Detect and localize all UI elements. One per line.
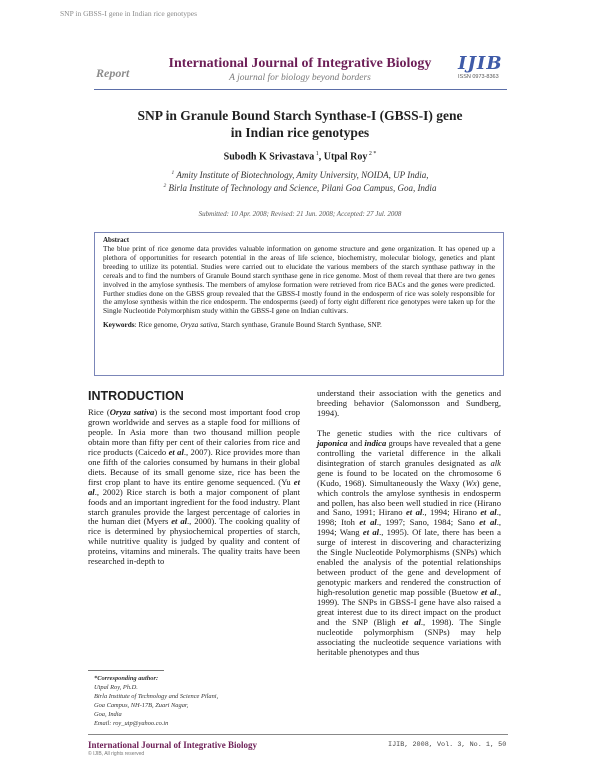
intro-paragraph-1: Rice (Oryza sativa) is the second most important food crop grown worldwide and serves as a staple food for millions of people. In Asia more than two thousand million people obtain more than fifty per cent of their calories from rice and rice products (Caicedo et al., 2007). Rice provides more than one fifth of the calories consumed by humans in their global diets. Because of its small genome size, rice has been the first crop plant to have its entire genome sequenced. (Yu et al., 2002) Rice starch is both a major component of plant foods and an important ingredient for the food industry. Plant starch granules provide the largest percentage of calories in the human diet (Myers et al., 2000). The cooking quality of rice is determined by physiochemical properties of starch, while nutritive quality is judged by quality and content of proteins, vitamins and minerals. The quality traits have been researched in-depth to [88, 407, 300, 567]
journal-logo: IJIB [458, 53, 503, 74]
footer-copyright: © IJIB, All rights reserved [88, 751, 145, 757]
affiliation-2-text: Birla Institute of Technology and Science, Pilani Goa Campus, Goa, India [166, 183, 437, 193]
keywords-part-a: : Rice genome, [134, 320, 181, 330]
author-separator: , [318, 151, 324, 163]
affiliation-2 [0, 183, 600, 193]
footnote-line: Goa Campus, NH-17B, Zuari Nagar, [94, 702, 189, 709]
footer-journal-name: International Journal of Integrative Biology [88, 740, 257, 750]
abstract-box [94, 232, 504, 376]
author-list [0, 151, 600, 162]
submission-dates: Submitted: 10 Apr. 2008; Revised: 21 Jun. 2008; Accepted: 27 Jul. 2008 [198, 210, 402, 218]
footer-citation: IJIB, 2008, Vol. 3, No. 1, 50 [388, 741, 507, 749]
journal-tagline: A journal for biology beyond borders [229, 73, 371, 83]
keywords-italic: Oryza sativa [180, 320, 218, 330]
title-line-2: in Indian rice genotypes [230, 125, 370, 140]
author-2-sup: 2 * [367, 151, 377, 157]
author-1-sup: 1 [314, 151, 319, 157]
keywords-part-b: , Starch synthase, Granule Bound Starch Synthase, SNP. [217, 320, 382, 330]
header-divider [94, 89, 507, 90]
affiliation-2-num: 2 [163, 183, 167, 189]
author-1: Subodh K Srivastava [223, 151, 315, 163]
footnote-line: Birla Institute of Technology and Science Pilani, [94, 693, 219, 700]
abstract-heading: Abstract [103, 236, 130, 244]
intro-paragraph-2: The genetic studies with the rice cultivars of japonica and indica groups have revealed that a gene controlling the varietal difference in the alkali disintegration of starch granules designated as alk gene is found to be located on the chromosome 6 (Kudo, 1968). Simultaneously the Waxy (Wx) gene, which controls the amylose synthesis in endosperm and pollen, has also been well studied in rice (Hirano and Sano, 1991; Hirano et al., 1994; Hirano et al., 1998; Itoh et al., 1997; Sano, 1984; Sano et al., 1994; Wang et al., 1995). Of late, there has been a surge of interest in discovering and characterizing the Single Nucleotide Polymorphisms (SNPs) which enabled the analysis of the potential relationships between product of the gene and development of genotypic markers and rendered the construction of high-resolution genetic map possible (Buetow et al., 1999). The SNPs in GBSS-I gene have also raised a great interest due to its direct impact on the product and the SNP (Bligh et al., 1998). The Single nucleotide polymorphism (SNPs) may help associating the nucleotide sequence variations with heritable phenotypes and thus [317, 427, 501, 657]
footnote-email: Email: roy_utp@yahoo.co.in [94, 720, 169, 727]
affiliation-1-text: Amity Institute of Biotechnology, Amity University, NOIDA, UP India, [174, 170, 429, 180]
footnote-line: Goa, India [94, 711, 122, 718]
affiliation-1-num: 1 [171, 170, 175, 176]
issn-label: ISSN 0973-8363 [458, 74, 499, 80]
running-header: SNP in GBSS-I gene in Indian rice genotypes [60, 9, 197, 18]
footnote-heading: *Corresponding author: [94, 675, 159, 682]
footnote-line: Utpal Roy, Ph.D. [94, 684, 138, 691]
left-column [88, 408, 300, 567]
journal-name: International Journal of Integrative Biology [168, 56, 432, 71]
keywords-label: Keywords [103, 320, 135, 330]
footnote-divider [88, 670, 164, 671]
report-label: Report [96, 66, 130, 80]
paper-title [0, 107, 600, 141]
footer-divider [88, 734, 508, 735]
section-heading-introduction: INTRODUCTION [88, 389, 184, 403]
corresponding-author-footnote [94, 674, 294, 728]
keywords [103, 320, 495, 329]
right-column [317, 389, 501, 658]
abstract-text: The blue print of rice genome data provides valuable information on genome structure and gene organization. It has opened up a plethora of opportunities for research potential in the areas of life science, biochemistry, molecular biology, genetics and plant breeding to utilize its potential. Studies were carried out to elucidate the various members of the starch synthase pathway in the cereals and to find the numbers of Granule Bound starch synthase gene in rice genome. Most of them reveal that there are two genes involved in the amylose synthesis. The members of amylose formation were retrieved from rice BACs and the genes were predicted. Further studies done on the GBSS group revealed that the GBSS-I mostly found in the endosperm of rice was solely responsible for the amylose synthesis within the rice endosperm. The endosperms (seed) of forty eight different rice genotypes were taken up for the Single Nucleotide Polymorphism study within the GBSS-I gene on Indian cultivars. [103, 244, 495, 316]
affiliation-1 [0, 170, 600, 180]
title-line-1: SNP in Granule Bound Starch Synthase-I (GBSS-I) gene [137, 108, 463, 123]
author-2: Utpal Roy [323, 151, 368, 163]
intro-paragraph-continued: understand their association with the genetics and breeding behavior (Salomonsson and Sundberg, 1994). [317, 388, 501, 418]
